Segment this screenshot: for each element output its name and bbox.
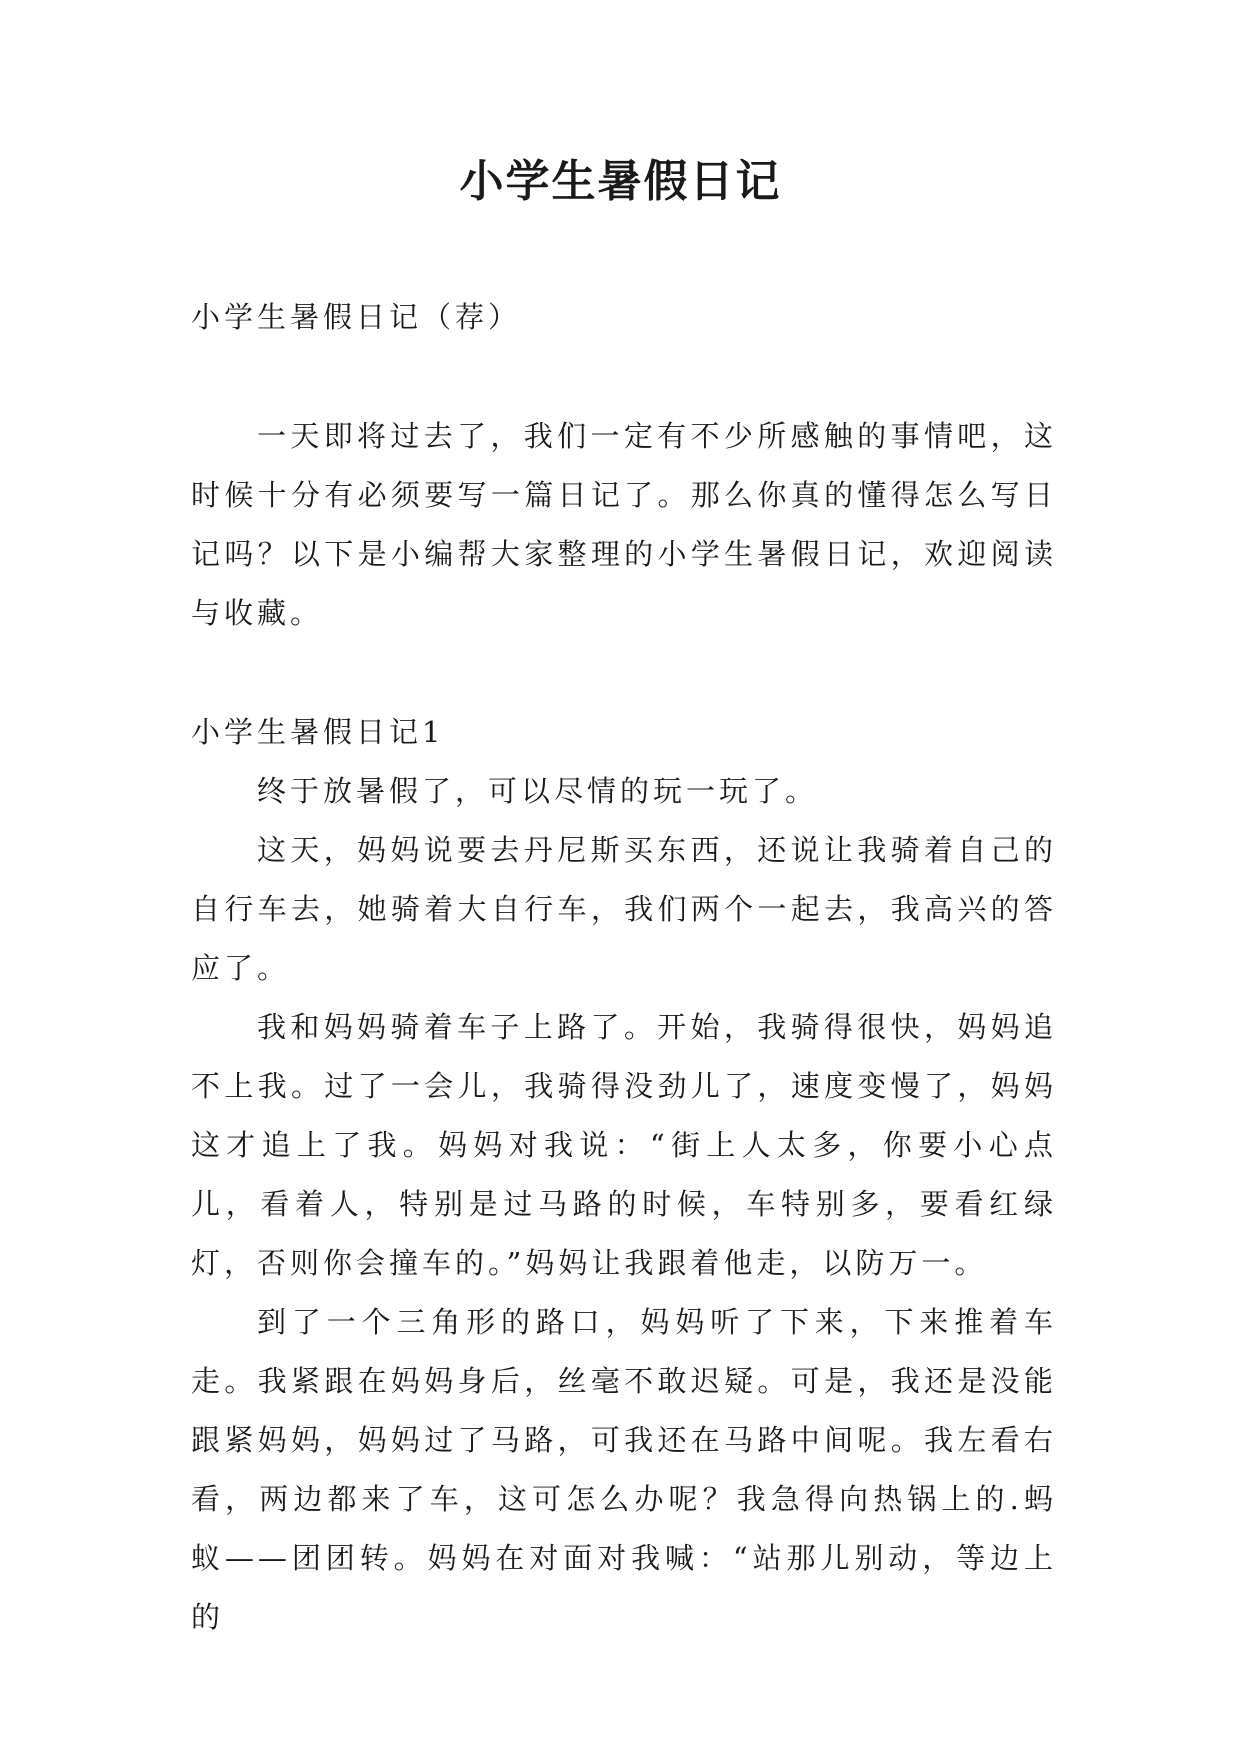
spacer bbox=[191, 643, 1057, 703]
body-paragraph: 终于放暑假了，可以尽情的玩一玩了。 bbox=[257, 774, 819, 808]
body-paragraph: 到了一个三角形的路口，妈妈听了下来，下来推着车走。我紧跟在妈妈身后，丝毫不敢迟疑。可是，我还是没能跟紧妈妈，妈妈过了马路，可我还在马路中间呢。我左看右看，两边都来了车，这可怎么办呢？我急得向热锅上的.蚂蚁——团团转。妈妈在对面对我喊：“站那儿别动，等边上的 bbox=[191, 1305, 1057, 1634]
document-title: 小学生暑假日记 bbox=[459, 156, 782, 207]
document-body bbox=[191, 288, 1057, 1647]
spacer bbox=[191, 347, 1057, 407]
intro-paragraph: 一天即将过去了，我们一定有不少所感触的事情吧，这时候十分有必须要写一篇日记了。那么你真的懂得怎么写日记吗？以下是小编帮大家整理的小学生暑假日记，欢迎阅读与收藏。 bbox=[191, 419, 1057, 630]
body-paragraph: 我和妈妈骑着车子上路了。开始，我骑得很快，妈妈追不上我。过了一会儿，我骑得没劲儿了，速度变慢了，妈妈这才追上了我。妈妈对我说：“街上人太多，你要小心点儿，看着人，特别是过马路的时候，车特别多，要看红绿灯，否则你会撞车的。”妈妈让我跟着他走，以防万一。 bbox=[191, 1010, 1057, 1280]
section-heading: 小学生暑假日记1 bbox=[191, 715, 445, 749]
body-paragraph: 这天，妈妈说要去丹尼斯买东西，还说让我骑着自己的自行车去，她骑着大自行车，我们两个一起去，我高兴的答应了。 bbox=[191, 833, 1057, 985]
document-subtitle: 小学生暑假日记（荐） bbox=[191, 300, 522, 334]
